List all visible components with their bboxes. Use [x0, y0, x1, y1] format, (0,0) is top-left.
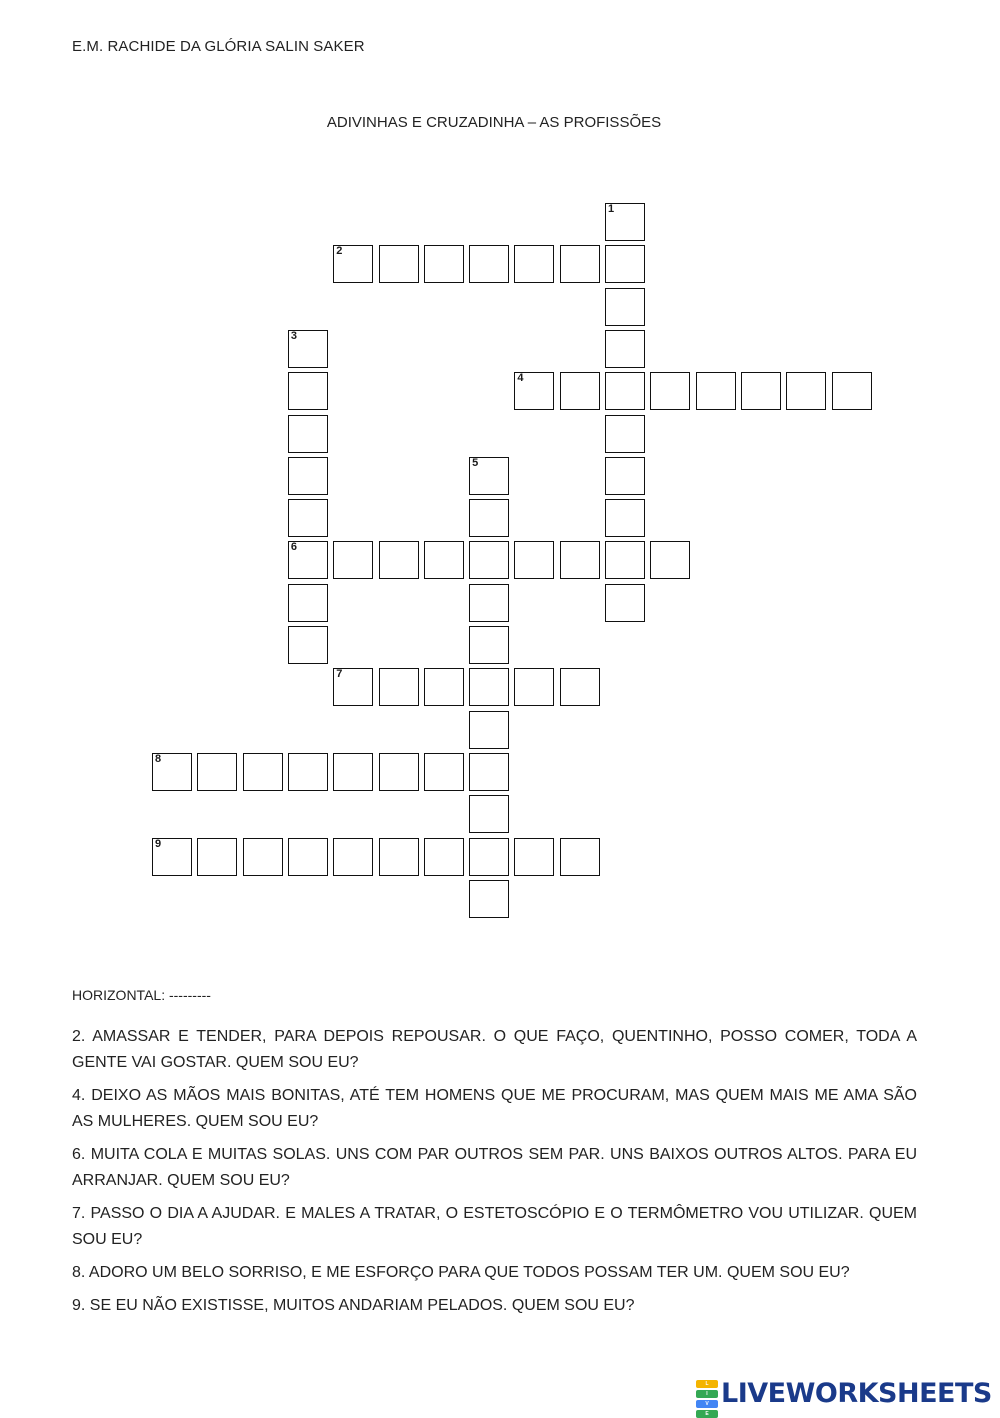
clue-8: 8. ADORO UM BELO SORRISO, E ME ESFORÇO PARA QUE TODOS POSSAM TER UM. QUEM SOU EU?	[72, 1264, 850, 1281]
crossword-cell[interactable]	[197, 838, 237, 876]
clue-number: 5	[472, 456, 479, 469]
logo-mark-e: E	[696, 1410, 718, 1418]
crossword-cell[interactable]	[424, 541, 464, 579]
crossword-cell[interactable]	[469, 753, 509, 791]
crossword-cell[interactable]	[379, 753, 419, 791]
crossword-cell[interactable]	[288, 457, 328, 495]
crossword-cell[interactable]	[469, 838, 509, 876]
crossword-cell[interactable]	[469, 668, 509, 706]
crossword-cell[interactable]	[424, 838, 464, 876]
crossword-cell[interactable]	[288, 372, 328, 410]
crossword-cell[interactable]	[288, 330, 328, 368]
crossword-cell[interactable]	[605, 415, 645, 453]
crossword-cell[interactable]	[469, 499, 509, 537]
crossword-cell[interactable]	[469, 795, 509, 833]
clue-number: 1	[608, 203, 615, 215]
crossword-cell[interactable]	[560, 541, 600, 579]
worksheet-title: ADIVINHAS E CRUZADINHA – AS PROFISSÕES	[326, 114, 662, 131]
crossword-cell[interactable]	[650, 541, 690, 579]
crossword-cell[interactable]	[333, 245, 373, 283]
logo-mark-i: I	[696, 1390, 718, 1398]
crossword-cell[interactable]	[243, 753, 283, 791]
logo-text: LIVEWORKSHEETS	[721, 1377, 992, 1409]
crossword-cell[interactable]	[696, 372, 736, 410]
logo-mark-v: V	[696, 1400, 718, 1408]
crossword-cell[interactable]	[514, 668, 554, 706]
crossword-cell[interactable]	[288, 838, 328, 876]
crossword-cell[interactable]	[288, 499, 328, 537]
crossword-cell[interactable]	[560, 838, 600, 876]
crossword-cell[interactable]	[243, 838, 283, 876]
crossword-cell[interactable]	[605, 330, 645, 368]
crossword-cell[interactable]	[605, 288, 645, 326]
crossword-cell[interactable]	[605, 541, 645, 579]
clue-number: 6	[290, 541, 298, 554]
crossword-cell[interactable]	[424, 753, 464, 791]
crossword-cell[interactable]	[379, 541, 419, 579]
crossword-cell[interactable]	[469, 626, 509, 664]
clue-9: 9. SE EU NÃO EXISTISSE, MUITOS ANDARIAM PELADOS. QUEM SOU EU?	[72, 1297, 635, 1314]
clue-number: 3	[290, 329, 298, 342]
crossword-cell[interactable]	[424, 245, 464, 283]
crossword-cell[interactable]	[560, 372, 600, 410]
clue-number: 9	[155, 837, 162, 850]
crossword-cell[interactable]	[560, 668, 600, 706]
crossword-cell[interactable]	[379, 668, 419, 706]
clue-number: 8	[155, 752, 162, 765]
crossword-cell[interactable]	[514, 838, 554, 876]
crossword-cell[interactable]	[379, 245, 419, 283]
crossword-cell[interactable]	[333, 753, 373, 791]
crossword-cell[interactable]	[650, 372, 690, 410]
school-name: E.M. RACHIDE DA GLÓRIA SALIN SAKER	[72, 38, 365, 55]
liveworksheets-logo	[696, 1377, 994, 1417]
clue-4: 4. DEIXO AS MÃOS MAIS BONITAS, ATÉ TEM HOMENS QUE ME PROCURAM, MAS QUEM MAIS ME AMA SÃO AS MULHERES. QUEM SOU EU?	[72, 1087, 917, 1130]
logo-mark-icon	[696, 1379, 718, 1417]
clue-list	[72, 1024, 917, 1326]
crossword-cell[interactable]	[333, 541, 373, 579]
crossword-cell[interactable]	[832, 372, 872, 410]
crossword-cell[interactable]	[741, 372, 781, 410]
crossword-cell[interactable]	[288, 753, 328, 791]
crossword-cell[interactable]	[288, 415, 328, 453]
crossword-cell[interactable]	[605, 499, 645, 537]
crossword-cell[interactable]	[288, 626, 328, 664]
crossword-cell[interactable]	[379, 838, 419, 876]
clue-number: 4	[517, 372, 524, 385]
crossword-cell[interactable]	[605, 245, 645, 283]
crossword-cell[interactable]	[560, 245, 600, 283]
horizontal-heading: HORIZONTAL: ---------	[72, 987, 211, 1003]
crossword-cell[interactable]	[605, 457, 645, 495]
crossword-cell[interactable]	[469, 457, 509, 495]
crossword-cell[interactable]	[605, 372, 645, 410]
crossword-cell[interactable]	[469, 711, 509, 749]
clue-number: 7	[336, 668, 343, 681]
crossword-cell[interactable]	[786, 372, 826, 410]
crossword-cell[interactable]	[333, 838, 373, 876]
crossword-cell[interactable]	[605, 584, 645, 622]
crossword-cell[interactable]	[514, 541, 554, 579]
crossword-cell[interactable]	[152, 753, 192, 791]
crossword-cell[interactable]	[469, 245, 509, 283]
crossword-cell[interactable]	[424, 668, 464, 706]
clue-7: 7. PASSO O DIA A AJUDAR. E MALES A TRATAR, O ESTETOSCÓPIO E O TERMÔMETRO VOU UTILIZAR. QUEM SOU EU?	[72, 1205, 917, 1248]
crossword-cell[interactable]	[514, 372, 554, 410]
crossword-cell[interactable]	[288, 541, 328, 579]
clue-2: 2. AMASSAR E TENDER, PARA DEPOIS REPOUSAR. O QUE FAÇO, QUENTINHO, POSSO COMER, TODA A GENTE VAI GOSTAR. QUEM SOU EU?	[72, 1028, 917, 1071]
crossword-cell[interactable]	[514, 245, 554, 283]
crossword-cell[interactable]	[469, 541, 509, 579]
clue-6: 6. MUITA COLA E MUITAS SOLAS. UNS COM PAR OUTROS SEM PAR. UNS BAIXOS OUTROS ALTOS. PARA EU ARRANJAR. QUEM SOU EU?	[72, 1146, 917, 1189]
clue-number: 2	[336, 245, 343, 258]
crossword-cell[interactable]	[469, 880, 509, 918]
crossword-cell[interactable]	[152, 838, 192, 876]
crossword-cell[interactable]	[605, 203, 645, 241]
logo-mark-l: L	[696, 1380, 718, 1388]
crossword-cell[interactable]	[288, 584, 328, 622]
crossword-cell[interactable]	[197, 753, 237, 791]
crossword-cell[interactable]	[333, 668, 373, 706]
crossword-cell[interactable]	[469, 584, 509, 622]
